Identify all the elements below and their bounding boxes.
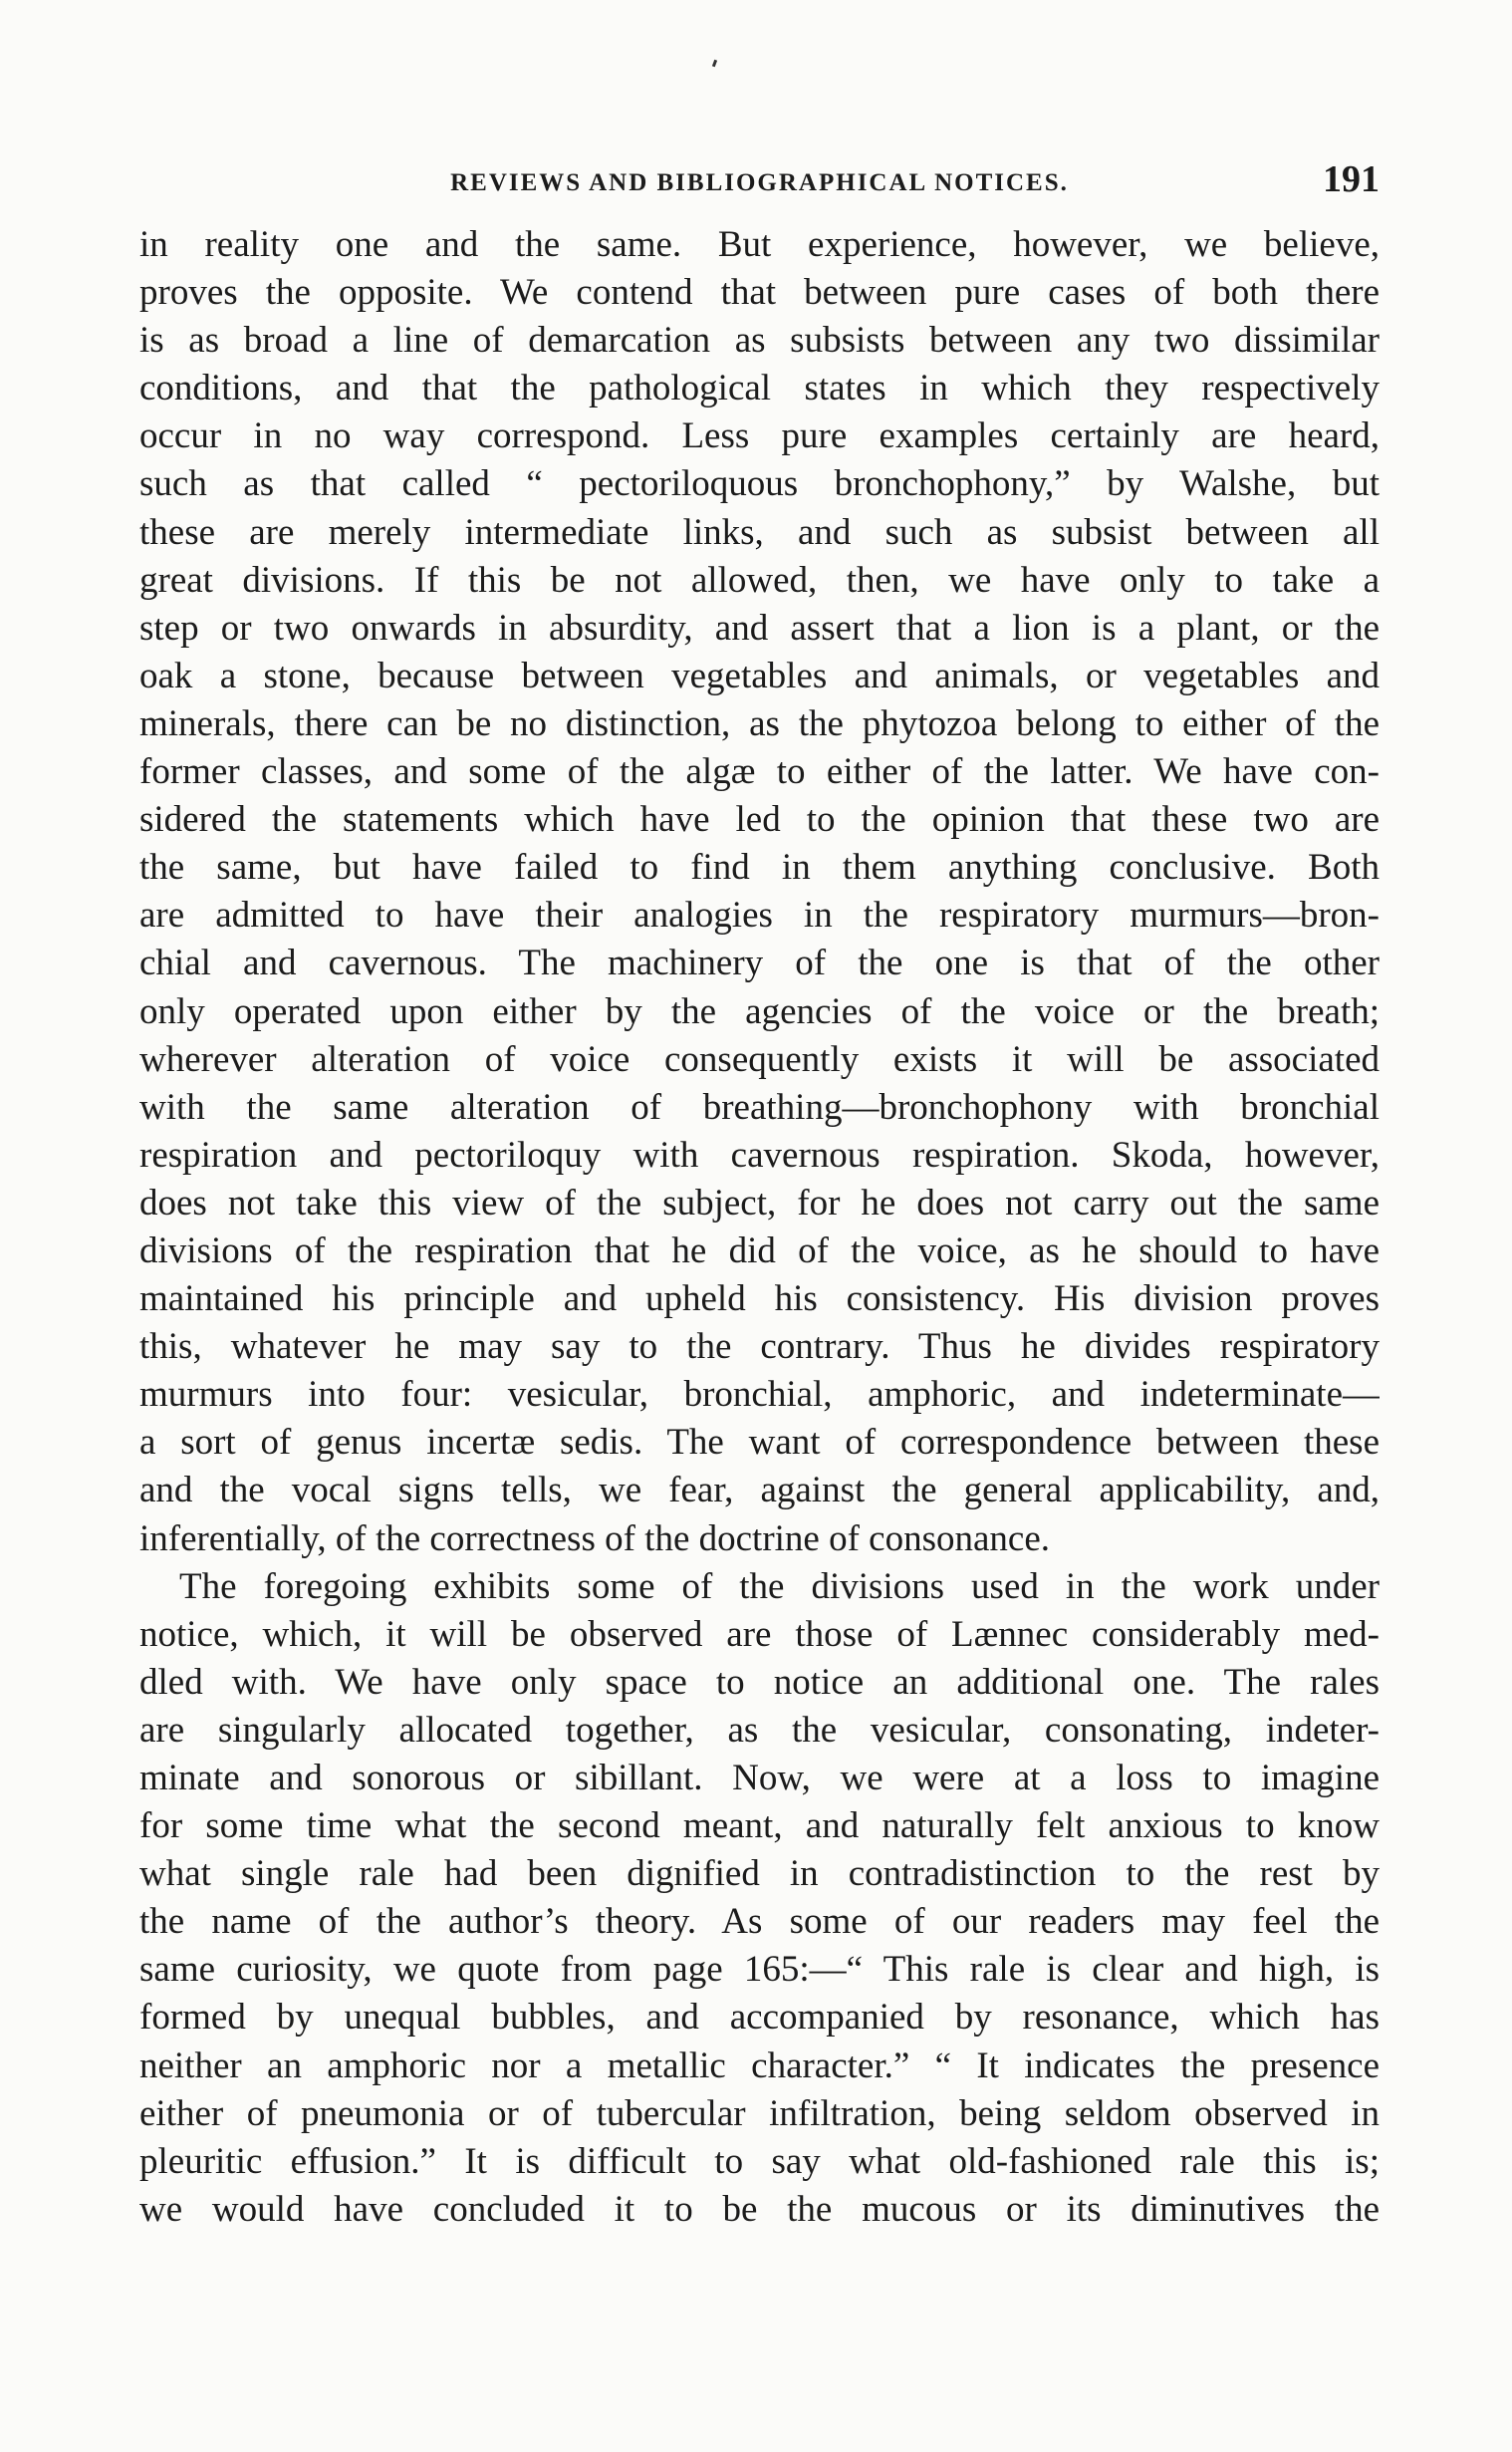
text-line: is as broad a line of demarcation as subsists between any two dissimilar bbox=[139, 320, 1380, 362]
text-line: murmurs into four: vesicular, bronchial, amphoric, and indeterminate— bbox=[139, 1374, 1380, 1416]
text-line: step or two onwards in absurdity, and assert that a lion is a plant, or the bbox=[139, 607, 1380, 649]
text-line: neither an amphoric nor a metallic character.” “ It indicates the presence bbox=[139, 2044, 1380, 2086]
text-line: are admitted to have their analogies in the respiratory murmurs—bron- bbox=[139, 895, 1380, 937]
text-line: pleuritic effusion.” It is difficult to say what old-fashioned rale this is; bbox=[139, 2140, 1380, 2182]
text-line: are singularly allocated together, as the vesicular, consonating, indeter- bbox=[139, 1709, 1380, 1751]
body-text bbox=[139, 221, 1380, 2234]
text-line: inferentially, of the correctness of the doctrine of consonance. bbox=[139, 1517, 1050, 1559]
text-line: wherever alteration of voice consequently exists it will be associated bbox=[139, 1038, 1380, 1080]
text-line: and the vocal signs tells, we fear, against the general applicability, and, bbox=[139, 1470, 1380, 1511]
text-line: dled with. We have only space to notice an additional one. The rales bbox=[139, 1661, 1380, 1703]
text-line: what single rale had been dignified in contradistinction to the rest by bbox=[139, 1853, 1380, 1895]
text-line: these are merely intermediate links, and such as subsist between all bbox=[139, 511, 1380, 553]
text-line: former classes, and some of the algæ to either of the latter. We have con- bbox=[139, 751, 1380, 793]
text-line: this, whatever he may say to the contrary. Thus he divides respiratory bbox=[139, 1326, 1380, 1368]
page-number: 191 bbox=[1323, 158, 1380, 200]
text-line: for some time what the second meant, and naturally felt anxious to know bbox=[139, 1805, 1380, 1847]
text-line: either of pneumonia or of tubercular infiltration, being seldom observed in bbox=[139, 2092, 1380, 2134]
text-line: the name of the author’s theory. As some of our readers may feel the bbox=[139, 1901, 1380, 1943]
text-line: the same, but have failed to find in them anything conclusive. Both bbox=[139, 847, 1380, 889]
text-line: minate and sonorous or sibillant. Now, we were at a loss to imagine bbox=[139, 1758, 1380, 1798]
text-line: does not take this view of the subject, for he does not carry out the same bbox=[139, 1182, 1380, 1224]
text-line: respiration and pectoriloquy with cavernous respiration. Skoda, however, bbox=[139, 1134, 1380, 1176]
text-line: conditions, and that the pathological states in which they respectively bbox=[139, 368, 1380, 409]
page-header bbox=[139, 157, 1380, 207]
text-line: sidered the statements which have led to the opinion that these two are bbox=[139, 799, 1380, 841]
text-line: same curiosity, we quote from page 165:—“ This rale is clear and high, is bbox=[139, 1949, 1380, 1991]
text-line: with the same alteration of breathing—bronchophony with bronchial bbox=[139, 1086, 1380, 1128]
running-head: REVIEWS AND BIBLIOGRAPHICAL NOTICES. bbox=[450, 169, 1069, 196]
text-line: in reality one and the same. But experience, however, we believe, bbox=[139, 224, 1380, 265]
text-line: a sort of genus incertæ sedis. The want of correspondence between these bbox=[139, 1422, 1380, 1464]
text-line: The foregoing exhibits some of the divisions used in the work under bbox=[179, 1565, 1380, 1607]
text-line: divisions of the respiration that he did of the voice, as he should to have bbox=[139, 1229, 1380, 1271]
text-line: formed by unequal bubbles, and accompanied by resonance, which has bbox=[139, 1997, 1380, 2039]
text-line: maintained his principle and upheld his consistency. His division proves bbox=[139, 1278, 1380, 1320]
text-line: oak a stone, because between vegetables and animals, or vegetables and bbox=[139, 655, 1380, 696]
text-line: great divisions. If this be not allowed, then, we have only to take a bbox=[139, 559, 1380, 601]
text-line: such as that called “ pectoriloquous bronchophony,” by Walshe, but bbox=[139, 463, 1380, 505]
paragraph-1 bbox=[139, 221, 1380, 1563]
text-line: notice, which, it will be observed are those of Lænnec considerably med- bbox=[139, 1613, 1380, 1655]
stray-ink-mark bbox=[712, 60, 717, 68]
paragraph-2 bbox=[139, 1563, 1380, 2234]
text-line: occur in no way correspond. Less pure examples certainly are heard, bbox=[139, 415, 1380, 457]
text-line: minerals, there can be no distinction, as the phytozoa belong to either of the bbox=[139, 702, 1380, 744]
text-line: proves the opposite. We contend that between pure cases of both there bbox=[139, 272, 1380, 314]
text-line: chial and cavernous. The machinery of the one is that of the other bbox=[139, 943, 1380, 984]
text-line: only operated upon either by the agencies of the voice or the breath; bbox=[139, 990, 1380, 1032]
text-line: we would have concluded it to be the mucous or its diminutives the bbox=[139, 2188, 1380, 2230]
